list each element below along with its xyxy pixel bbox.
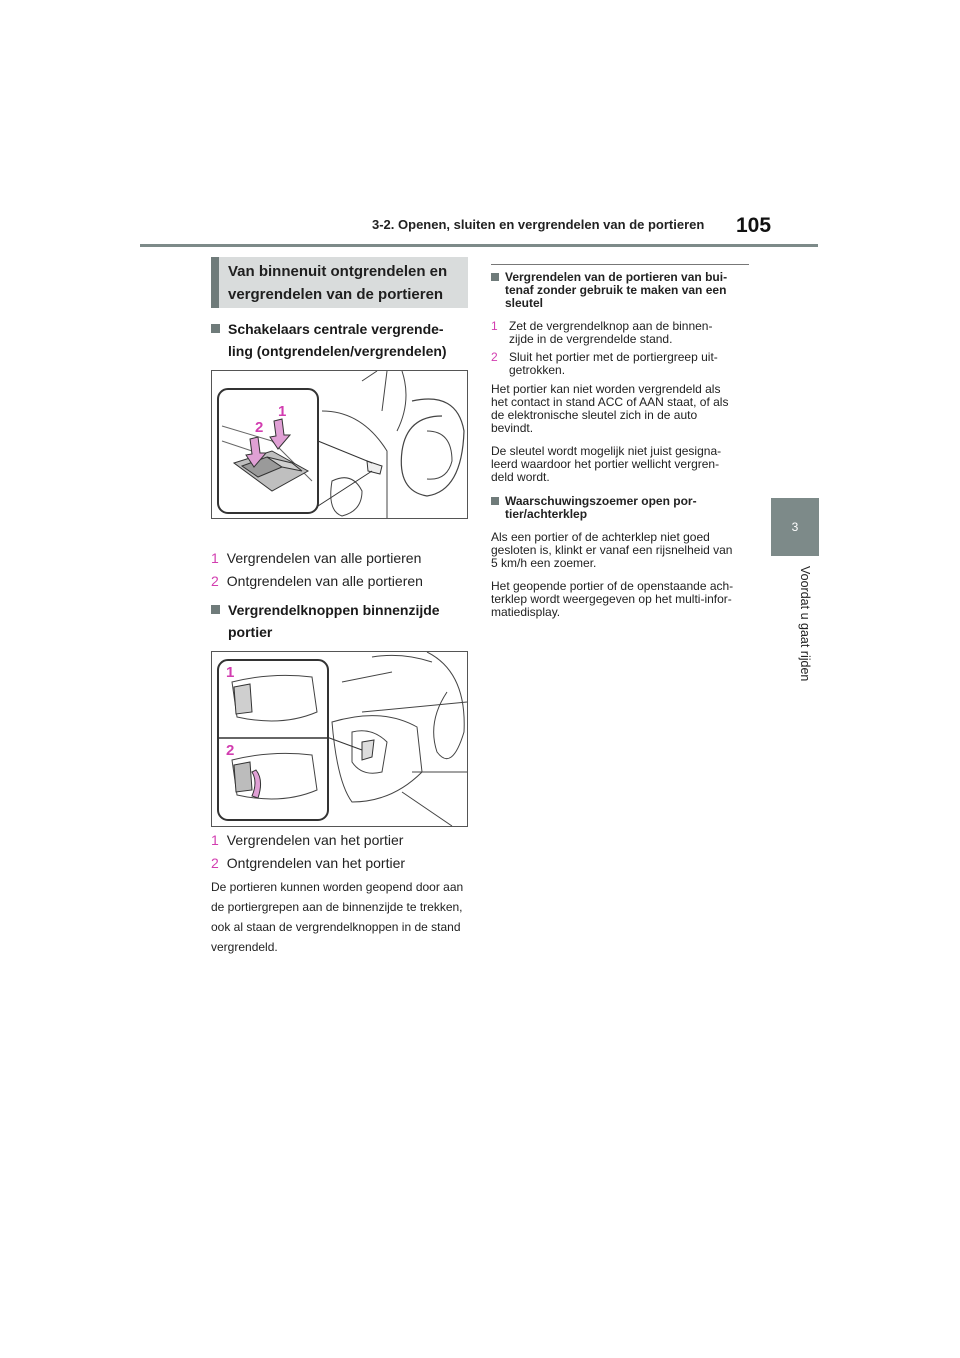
text-line: deld wordt. (491, 470, 550, 484)
subheading-inside-lock-buttons (211, 599, 440, 643)
subheading-line1: Schakelaars centrale vergrende- (228, 321, 444, 337)
list-text: Ontgrendelen van het portier (226, 855, 406, 871)
text-line: De sleutel wordt mogelijk niet juist gesigna- (491, 444, 722, 458)
step-line: Sluit het portier met de portiergreep uit- (509, 350, 718, 364)
figure2-callout-1: 1 (226, 664, 235, 681)
bullet-square-icon (211, 324, 220, 333)
step-number: 1 (491, 319, 498, 333)
header-section-title: 3-2. Openen, sluiten en vergrendelen van de portieren (372, 217, 705, 232)
right-paragraph-3 (491, 531, 749, 570)
right-paragraph-2 (491, 445, 749, 484)
figure1-callout-2: 2 (255, 419, 264, 436)
right-subheading-lock-without-key (491, 271, 749, 310)
header-divider (140, 244, 818, 247)
chapter-number: 3 (791, 520, 799, 534)
subheading-line: Waarschuwingszoemer open por- (505, 494, 697, 508)
note-paragraph: De portieren kunnen worden geopend door aan de portiergrepen aan de binnenzijde te trekken, ook al staan de vergrendelknoppen in de stand vergrendeld. (211, 880, 464, 954)
list-text: Vergrendelen van het portier (226, 832, 404, 848)
figure1-callout-1: 1 (278, 403, 287, 420)
step-item (491, 351, 749, 377)
section-heading-line1: Van binnenuit ontgrendelen en (228, 263, 448, 280)
list-item (211, 550, 421, 566)
right-paragraph-4 (491, 580, 749, 619)
text-line: terklep wordt weergegeven op het multi-infor- (491, 592, 732, 606)
section-heading (211, 257, 468, 308)
text-line: leerd waardoor het portier wellicht vergren- (491, 457, 720, 471)
list-number: 2 (211, 573, 219, 589)
right-steps (491, 320, 749, 377)
text-line: Als een portier of de achterklep niet goed (491, 530, 710, 544)
step-item (491, 320, 749, 346)
step-line: zijde in de vergrendelde stand. (509, 332, 673, 346)
right-subheading-warning-buzzer (491, 495, 749, 521)
text-line: Het portier kan niet worden vergrendeld als (491, 382, 721, 396)
subheading-line: tier/achterklep (505, 507, 588, 521)
bullet-square-icon (211, 605, 220, 614)
subheading-line2: portier (228, 624, 273, 640)
step-number: 2 (491, 350, 498, 364)
list-number: 1 (211, 550, 219, 566)
text-line: de elektronische sleutel zich in de auto (491, 408, 698, 422)
chapter-tab (771, 498, 819, 556)
figure2-callout-2: 2 (226, 742, 235, 759)
right-column-divider (491, 264, 749, 265)
list-item (211, 855, 405, 871)
step-line: getrokken. (509, 363, 566, 377)
text-line: bevindt. (491, 421, 534, 435)
text-line: gesloten is, klinkt er vanaf een rijsnelheid van (491, 543, 733, 557)
subheading-line2: ling (ontgrendelen/vergrendelen) (228, 343, 447, 359)
list-number: 1 (211, 832, 219, 848)
text-line: Het geopende portier of de openstaande ach- (491, 579, 734, 593)
list-number: 2 (211, 855, 219, 871)
subheading-line: Vergrendelen van de portieren van bui- (505, 270, 728, 284)
door-lock-illustration (212, 652, 467, 826)
subheading-central-locking (211, 318, 447, 362)
subheading-line: sleutel (505, 296, 544, 310)
subheading-line1: Vergrendelknoppen binnenzijde (228, 602, 440, 618)
figure-door-lock-knob (211, 651, 468, 827)
subheading-line: tenaf zonder gebruik te maken van een (505, 283, 727, 297)
text-line: 5 km/h een zoemer. (491, 556, 597, 570)
central-lock-illustration (212, 371, 467, 518)
right-paragraph-1 (491, 383, 749, 435)
section-heading-line2: vergrendelen van de portieren (228, 286, 444, 303)
text-line: het contact in stand ACC of AAN staat, of als (491, 395, 729, 409)
page-number: 105 (736, 214, 772, 237)
list-item (211, 832, 403, 848)
bullet-square-icon (491, 273, 499, 281)
figure-central-lock-switch (211, 370, 468, 519)
list-item (211, 573, 423, 589)
bullet-square-icon (491, 497, 499, 505)
chapter-label: Voordat u gaat rijden (798, 566, 812, 682)
list-text: Ontgrendelen van alle portieren (226, 573, 423, 589)
step-line: Zet de vergrendelknop aan de binnen- (509, 319, 713, 333)
text-line: matiedisplay. (491, 605, 561, 619)
list-text: Vergrendelen van alle portieren (226, 550, 422, 566)
